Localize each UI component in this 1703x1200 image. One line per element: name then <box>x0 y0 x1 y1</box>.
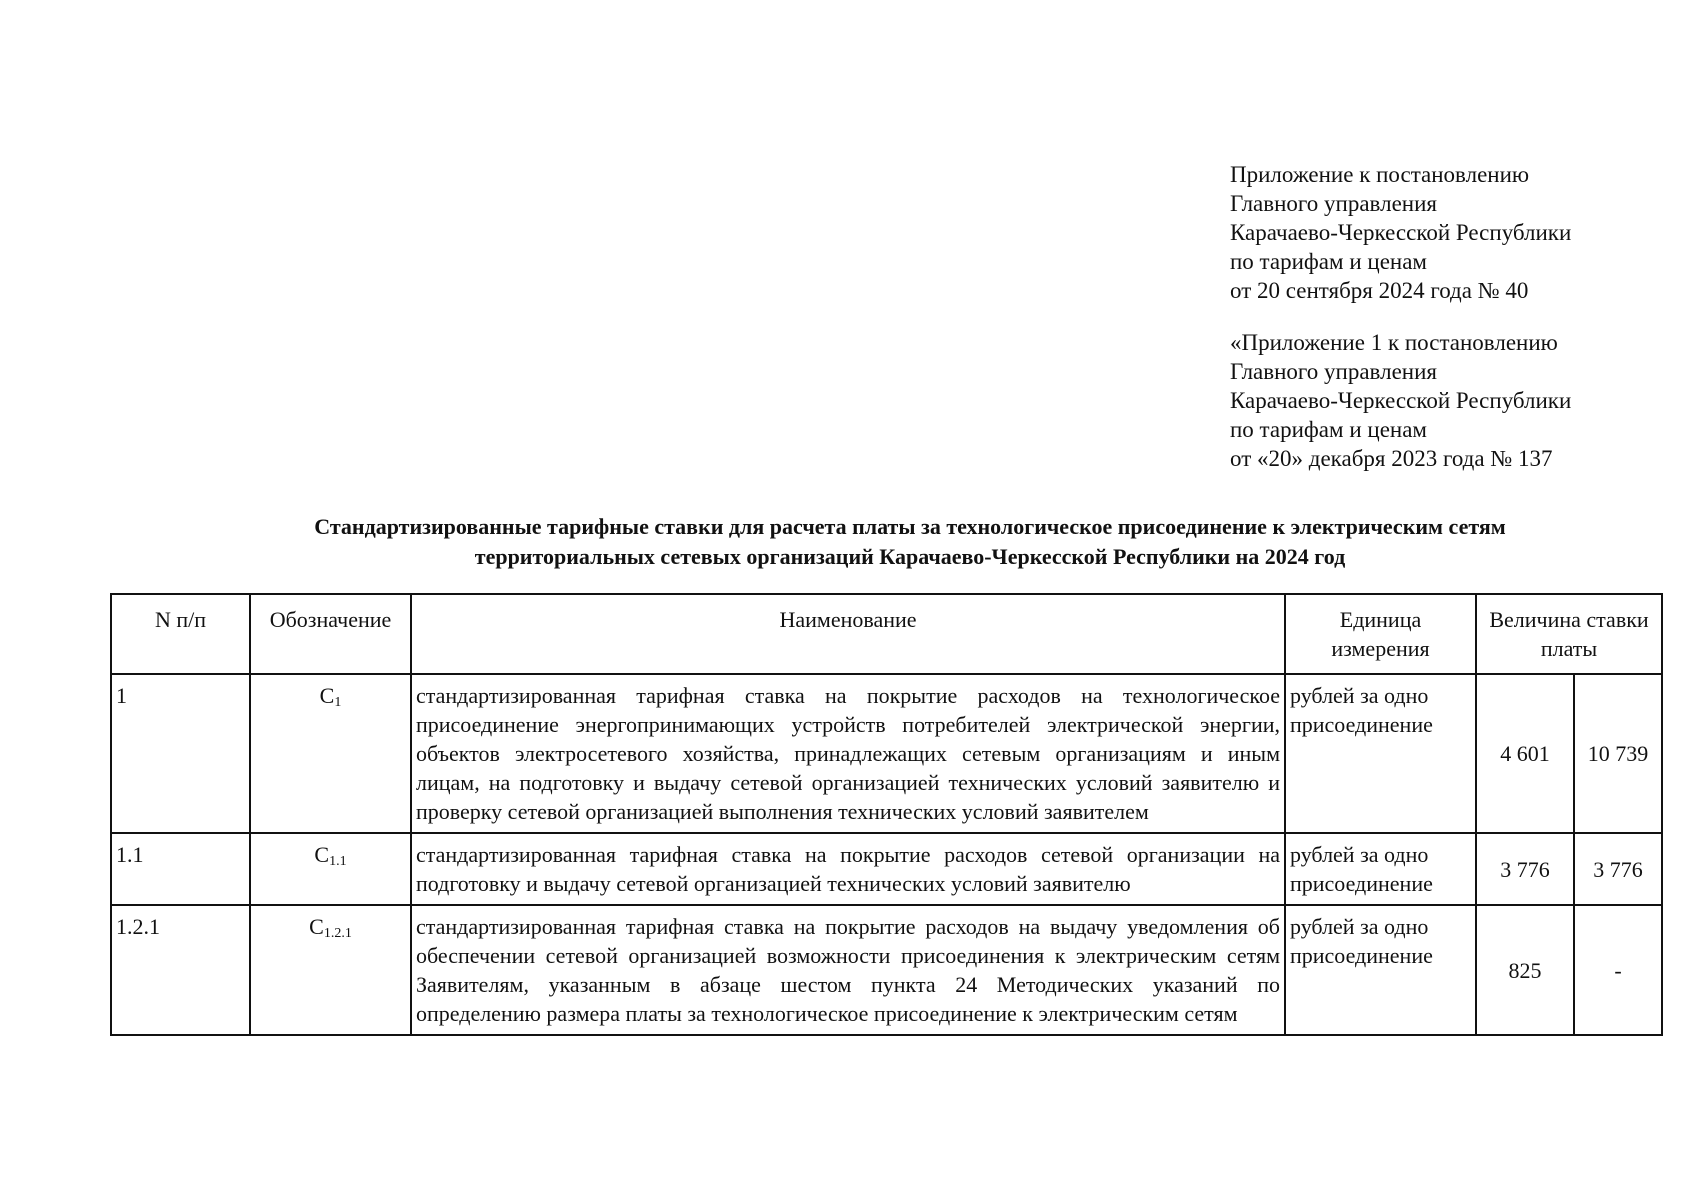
row-value-2: 10 739 <box>1574 674 1662 833</box>
appendix-line: от «20» декабря 2023 года № 137 <box>1230 446 1553 471</box>
tariff-rates-table <box>110 593 1663 1036</box>
appendix-line: от 20 сентября 2024 года № 40 <box>1230 278 1529 303</box>
header-symbol: Обозначение <box>250 594 411 674</box>
row-unit: рублей за одно присоединение <box>1285 674 1476 833</box>
title-line: Стандартизированные тарифные ставки для расчета платы за технологическое присоединение к электрическим сетям <box>314 514 1506 539</box>
header-unit: Единица измерения <box>1285 594 1476 674</box>
row-symbol <box>250 674 411 833</box>
table-row <box>111 905 1662 1035</box>
row-name: стандартизированная тарифная ставка на покрытие расходов сетевой организации на подготовку и выдачу сетевой организацией технических условий заявителю <box>411 833 1285 905</box>
row-value-2: - <box>1574 905 1662 1035</box>
appendix-current-resolution <box>1230 160 1571 305</box>
document-title <box>110 512 1703 572</box>
symbol-subscript: 1.1 <box>329 854 347 869</box>
table-row <box>111 674 1662 833</box>
row-number: 1.2.1 <box>111 905 250 1035</box>
table-row <box>111 833 1662 905</box>
row-unit: рублей за одно присоединение <box>1285 905 1476 1035</box>
appendix-line: по тарифам и ценам <box>1230 417 1427 442</box>
table-header-row <box>111 594 1662 674</box>
appendix-line: Карачаево-Черкесской Республики <box>1230 388 1572 413</box>
symbol-base: C <box>314 842 330 867</box>
row-symbol <box>250 905 411 1035</box>
symbol-base: C <box>309 914 324 939</box>
header-num: N п/п <box>111 594 250 674</box>
row-symbol <box>250 833 411 905</box>
appendix-line: по тарифам и ценам <box>1230 249 1427 274</box>
appendix-line: Главного управления <box>1230 191 1437 216</box>
header-name: Наименование <box>411 594 1285 674</box>
appendix-header <box>1230 160 1571 496</box>
title-line: территориальных сетевых организаций Карачаево-Черкесской Республики на 2024 год <box>474 544 1346 569</box>
header-value: Величина ставки платы <box>1476 594 1662 674</box>
row-value-1: 4 601 <box>1476 674 1574 833</box>
symbol-subscript: 1.2.1 <box>323 926 352 941</box>
appendix-line: Карачаево-Черкесской Республики <box>1230 220 1572 245</box>
row-number: 1 <box>111 674 250 833</box>
row-value-1: 3 776 <box>1476 833 1574 905</box>
row-value-1: 825 <box>1476 905 1574 1035</box>
appendix-line: Главного управления <box>1230 359 1437 384</box>
appendix-line: Приложение к постановлению <box>1230 162 1530 187</box>
row-value-2: 3 776 <box>1574 833 1662 905</box>
row-unit: рублей за одно присоединение <box>1285 833 1476 905</box>
row-number: 1.1 <box>111 833 250 905</box>
row-name: стандартизированная тарифная ставка на покрытие расходов на выдачу уведомления об обеспечении сетевой организацией возможности присоединения к электрическим сетям Заявителям, указанным в абзаце шестом пункта 24 Методических указаний по определению размера платы за технологическое присоединение к электрическим сетям <box>411 905 1285 1035</box>
row-name: стандартизированная тарифная ставка на покрытие расходов на технологическое присоединение энергопринимающих устройств потребителей электрической энергии, объектов электросетевого хозяйства, принадлежащих сетевым организациям и иным лицам, на подготовку и выдачу сетевой организацией технических условий заявителю и проверку сетевой организацией выполнения технических условий заявителем <box>411 674 1285 833</box>
symbol-base: C <box>319 683 335 708</box>
symbol-subscript: 1 <box>334 695 342 710</box>
appendix-line: «Приложение 1 к постановлению <box>1230 330 1558 355</box>
appendix-original-resolution <box>1230 328 1571 473</box>
